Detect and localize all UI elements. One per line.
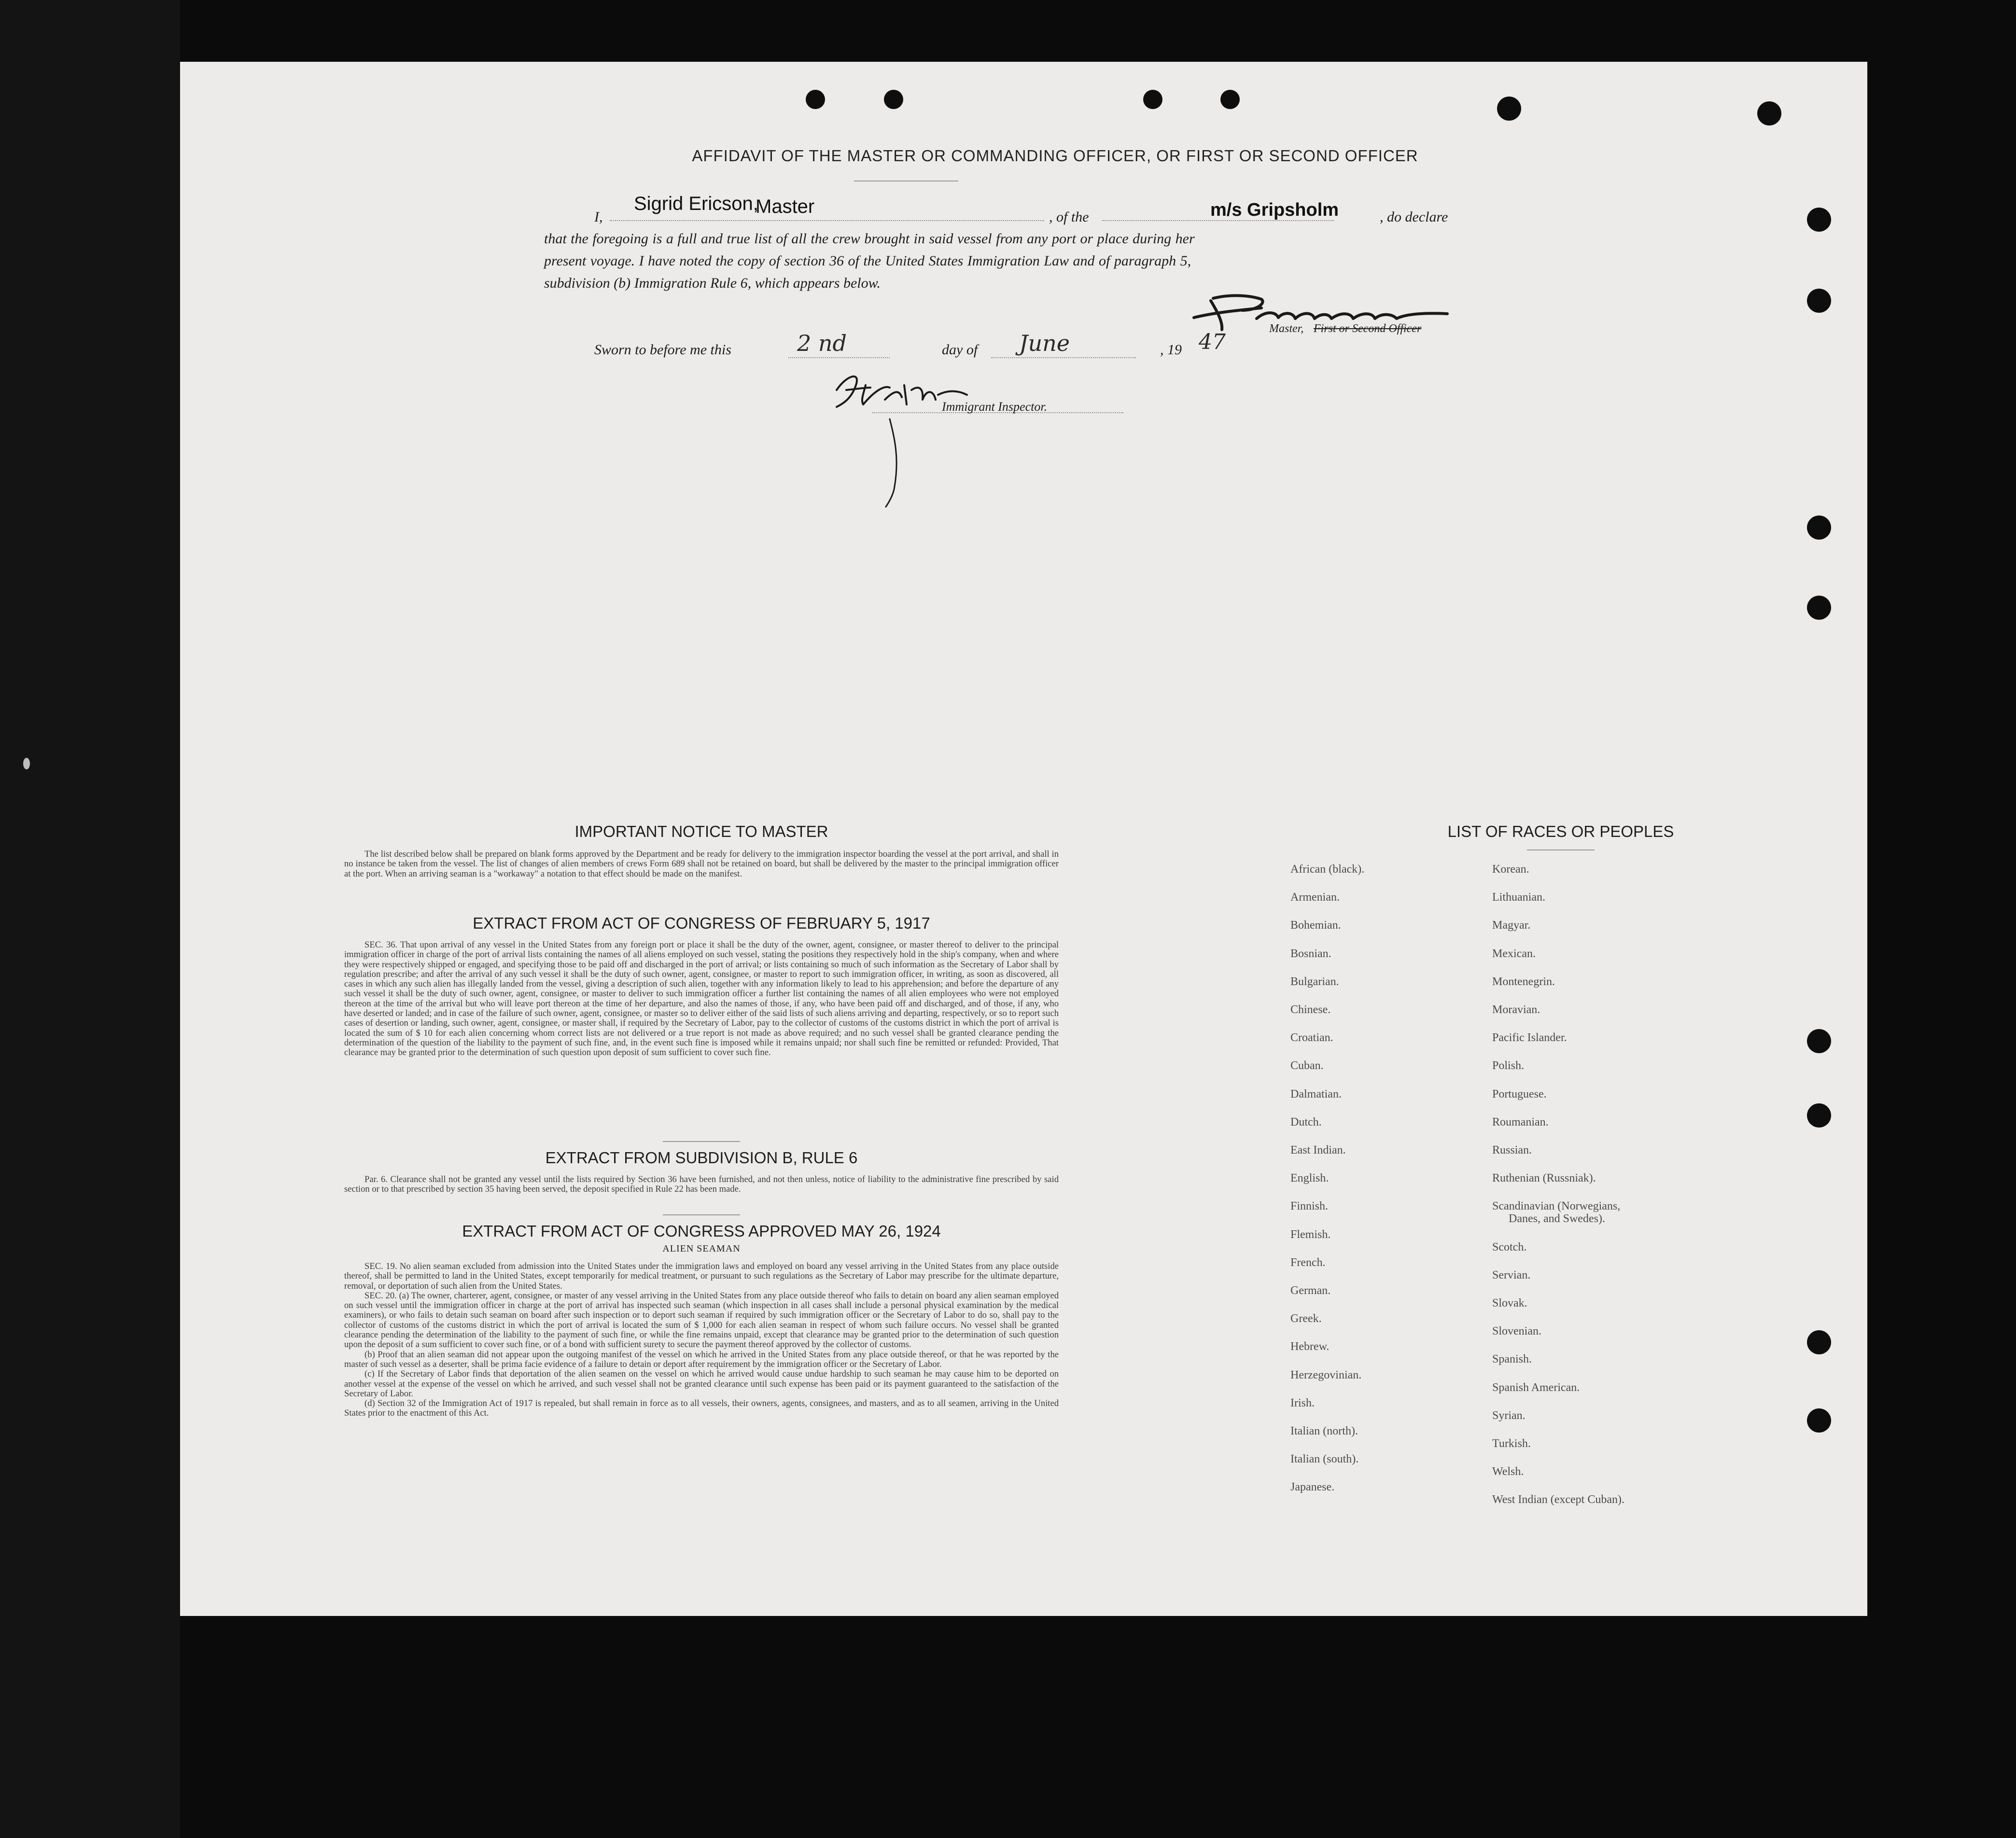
- race-item: Pacific Islander.: [1492, 1031, 1567, 1044]
- year-handwritten: 47: [1199, 330, 1226, 354]
- race-item: African (black).: [1290, 863, 1365, 876]
- name-underline: [610, 220, 1044, 221]
- extract-1924-paragraph: (d) Section 32 of the Immigration Act of 1917 is repealed, but shall remain in force as to all vessels, their owners, agents, consignees, and masters, and as to all seamen, arriving in the United States prior to the enactment of this Act.: [344, 1398, 1059, 1419]
- affidavit-line-4: subdivision (b) Immigration Rule 6, which appears below.: [544, 275, 881, 291]
- of-the-label: , of the: [1049, 209, 1089, 225]
- extract-1917-title: EXTRACT FROM ACT OF CONGRESS OF FEBRUARY 5, 1917: [473, 914, 930, 932]
- vessel-underline: [1102, 220, 1334, 221]
- film-border-left: [0, 0, 180, 1838]
- race-item: Russian.: [1492, 1144, 1532, 1156]
- race-item: Finnish.: [1290, 1200, 1329, 1213]
- race-item: Welsh.: [1492, 1465, 1524, 1478]
- races-title-rule: [1527, 849, 1595, 850]
- race-item: Syrian.: [1492, 1409, 1526, 1422]
- race-item: Irish.: [1290, 1396, 1315, 1409]
- punch-hole: [1807, 1029, 1831, 1053]
- race-item: Italian (south).: [1290, 1453, 1359, 1466]
- inspector-signature: [817, 361, 1010, 525]
- race-item: West Indian (except Cuban).: [1492, 1493, 1624, 1506]
- notice-paragraph: The list described below shall be prepared on blank forms approved by the Department and be ready for delivery to the immigration inspector boarding the vessel at the port arrival, and shall in no instance be taken from the vessel. The list of changes of alien members of crews Form 689 shall not be retained on board, but shall be delivered by the master to the principal immigration officer at the port. When an arriving seaman is a "workaway" a notation to that effect should be made on the manifest.: [344, 849, 1059, 879]
- race-item: Mexican.: [1492, 947, 1536, 960]
- affidavit-line-2: that the foregoing is a full and true list of all the crew brought in said vessel from any port or place during her: [544, 231, 1195, 247]
- race-item: Spanish.: [1492, 1353, 1532, 1366]
- punch-hole: [1757, 101, 1781, 125]
- extract-1924-paragraph: SEC. 20. (a) The owner, charterer, agent, consignee, or master of any vessel arriving in the United States from any place outside thereof who fails to detain on board any alien seaman employed on such vessel until the immigration officer in charge at the port of arrival has inspected such seaman (which inspection in all cases shall include a personal physical examination by the medical examiners), or who fails to detain such seaman on board after such inspection or to deport such seaman if required by such immigration officer or the Secretary of Labor to do so, shall pay to the collector of customs of the customs district in which the port of arrival is located the sum of $ 1,000 for each alien seaman in respect of whom such failure occurs. No vessel shall be granted clearance pending the determination of the liability to the payment of such fine, or while the fine remains unpaid, except that clearance may be granted prior to the determination of such question upon the deposit of a sum sufficient to cover such fine, or of a bond with sufficient surety to secure the payment thereof approved by the collector of customs.: [344, 1290, 1059, 1350]
- race-item: Danes, and Swedes).: [1509, 1212, 1605, 1225]
- race-item: Polish.: [1492, 1059, 1525, 1072]
- punch-hole: [806, 90, 825, 109]
- race-item: Greek.: [1290, 1312, 1322, 1325]
- master-title: Master: [756, 196, 815, 217]
- inspector-label: Immigrant Inspector.: [942, 400, 1048, 414]
- extract-1924-subtitle: ALIEN SEAMAN: [662, 1243, 741, 1254]
- race-item: Japanese.: [1290, 1481, 1335, 1494]
- race-item: German.: [1290, 1284, 1331, 1297]
- races-title: LIST OF RACES OR PEOPLES: [1447, 822, 1674, 840]
- race-item: Cuban.: [1290, 1059, 1324, 1072]
- race-item: Hebrew.: [1290, 1340, 1330, 1353]
- race-item: Roumanian.: [1492, 1115, 1549, 1128]
- punch-hole: [1220, 90, 1240, 109]
- extract-1924-paragraph: (b) Proof that an alien seaman did not appear upon the outgoing manifest of the vessel on which he arrived in the United States from any place outside thereof, or that he was reported by the master of such vessel as a deserter, shall be prima facie evidence of a failure to detain or deport after requirement by the immigration officer or the Secretary of Labor.: [344, 1349, 1059, 1369]
- race-item: Italian (north).: [1290, 1425, 1358, 1437]
- race-item: Scandinavian (Norwegians,: [1492, 1200, 1621, 1213]
- race-item: Dutch.: [1290, 1115, 1322, 1128]
- extract-1924-text: [344, 1262, 1059, 1561]
- sworn-day: 2 nd: [797, 330, 847, 356]
- sworn-label: Sworn to before me this: [594, 342, 731, 358]
- master-name: Sigrid Ericson,: [634, 193, 758, 214]
- race-item: Magyar.: [1492, 919, 1531, 932]
- section-rule: [663, 1141, 740, 1142]
- film-speck: [23, 758, 30, 769]
- race-item: Moravian.: [1492, 1003, 1540, 1016]
- day-of-label: day of: [942, 342, 978, 358]
- race-item: Scotch.: [1492, 1240, 1527, 1253]
- race-item: English.: [1290, 1172, 1329, 1185]
- race-item: Flemish.: [1290, 1228, 1331, 1241]
- race-item: Portuguese.: [1492, 1087, 1547, 1100]
- declare-label: , do declare: [1380, 209, 1448, 225]
- race-item: Spanish American.: [1492, 1381, 1580, 1394]
- race-item: Lithuanian.: [1492, 891, 1545, 904]
- section-rule: [663, 1214, 740, 1215]
- i-label: I,: [594, 209, 603, 225]
- race-item: Armenian.: [1290, 891, 1340, 904]
- notice-title: IMPORTANT NOTICE TO MASTER: [574, 822, 828, 840]
- race-item: Servian.: [1492, 1268, 1531, 1281]
- punch-hole: [1807, 289, 1831, 313]
- race-item: Croatian.: [1290, 1031, 1333, 1044]
- race-item: Slovak.: [1492, 1297, 1527, 1309]
- extract-1924-paragraph: SEC. 19. No alien seaman excluded from admission into the United States under the immigration laws and employed on board any vessel arriving in the United States from any place outside thereof, shall be permitted to land in the United States, except temporarily for medical treatment, or pursuant to such regulations as the Secretary of Labor may prescribe for the ultimate departure, removal, or deportation of such alien from the United States.: [344, 1262, 1059, 1291]
- race-item: Montenegrin.: [1492, 975, 1555, 988]
- race-item: Bulgarian.: [1290, 975, 1339, 988]
- subdivision-paragraph: Par. 6. Clearance shall not be granted any vessel until the lists required by Section 36 have been furnished, and not then unless, notice of liability to the administrative fine prescribed by said section or to that prescribed by section 35 having been served, the deposit specified in Rule 22 has been made.: [344, 1175, 1059, 1195]
- punch-hole: [1807, 1330, 1831, 1354]
- punch-hole: [1143, 90, 1162, 109]
- race-item: East Indian.: [1290, 1144, 1346, 1156]
- extract-1917-text: [344, 940, 1059, 1138]
- race-item: French.: [1290, 1256, 1326, 1269]
- affidavit-heading: AFFIDAVIT OF THE MASTER OR COMMANDING OFFICER, OR FIRST OR SECOND OFFICER: [692, 147, 1418, 165]
- month-underline: [991, 357, 1136, 358]
- extract-1924-paragraph: (c) If the Secretary of Labor finds that deportation of the alien seamen on the vessel on which he arrived would cause undue hardship to such seaman he may cause him to be deported on another vessel at the expense of the vessel on which he arrived, and such vessel shall not be granted clearance until such expense has been paid or its payment guaranteed to the satisfaction of the Secretary of Labor.: [344, 1369, 1059, 1399]
- race-item: Herzegovinian.: [1290, 1368, 1362, 1381]
- race-item: Chinese.: [1290, 1003, 1331, 1016]
- notice-text: [344, 849, 1059, 899]
- officer-master-label: Master,: [1269, 322, 1304, 335]
- race-item: Bosnian.: [1290, 947, 1331, 960]
- race-item: Turkish.: [1492, 1437, 1531, 1450]
- subdivision-title: EXTRACT FROM SUBDIVISION B, RULE 6: [545, 1149, 858, 1167]
- race-item: Dalmatian.: [1290, 1087, 1342, 1100]
- extract-1917-paragraph: SEC. 36. That upon arrival of any vessel in the United States from any foreign port or place it shall be the duty of the owner, agent, consignee, or master thereof to deliver to the principal immigration officer in charge of the port of arrival lists containing the names of all aliens employed on such vessel, stating the positions they respectively hold in the ship's company, when and where they were respectively shipped or engaged, and specifying those to be paid off and discharged in the port of arrival; or lists containing so much of such information as the Secretary of Labor shall by regulation prescribe; and after the arrival of any such vessel it shall be the duty of such owner, agent, consignee, or master to report to such immigration officer, in writing, as soon as discovered, all cases in which any such alien has illegally landed from the vessel, giving a description of such alien, together with any information likely to lead to his apprehension; and before the departure of any such vessel it shall be the duty of such owner, agent, consignee, or master to deliver to such immigration officer a further list containing the names of all alien employees who were not employed thereon at the time of the arrival but who will leave port thereon at the time of her departure, and also the names of those, if any, who have been paid off and discharged, and of those, if any, who have deserted or landed; and in case of the failure of such owner, agent, consignee, or master so to deliver either of the said lists of such aliens arriving and departing, respectively, or so to report such cases of desertion or landing, such owner, agent, consignee, or master shall, if required by the Secretary of Labor, pay to the collector of customs of the customs district in which the port of arrival is located the sum of $ 10 for each alien concerning whom correct lists are not delivered or a true report is not made as above required; and no such vessel shall be granted clearance pending the determination of the question of the liability to the payment of such fine, and, in the event such fine is imposed while it remains unpaid; nor shall such fine be remitted or refunded: Provided, That clearance may be granted prior to the determination of such question upon deposit of sum sufficient to cover such fine.: [344, 940, 1059, 1058]
- race-item: Slovenian.: [1492, 1325, 1541, 1338]
- punch-hole: [1807, 208, 1831, 232]
- subdivision-text: [344, 1175, 1059, 1205]
- officer-struck-label: First or Second Officer: [1314, 322, 1422, 335]
- punch-hole: [1807, 1408, 1831, 1433]
- punch-hole: [1807, 1103, 1831, 1128]
- day-underline: [788, 357, 890, 358]
- race-item: Ruthenian (Russniak).: [1492, 1172, 1596, 1185]
- month-handwritten: June: [1019, 330, 1070, 356]
- affidavit-line-3: present voyage. I have noted the copy of section 36 of the United States Immigration Law and of paragraph 5,: [544, 253, 1191, 269]
- race-item: Korean.: [1492, 863, 1529, 876]
- punch-hole: [884, 90, 903, 109]
- extract-1924-title: EXTRACT FROM ACT OF CONGRESS APPROVED MAY 26, 1924: [462, 1222, 941, 1240]
- punch-hole: [1497, 97, 1521, 121]
- year-prefix: , 19: [1160, 342, 1182, 358]
- vessel-name: m/s Gripsholm: [1210, 200, 1339, 220]
- race-item: Bohemian.: [1290, 919, 1341, 932]
- punch-hole: [1807, 596, 1831, 620]
- document-page: [180, 62, 1867, 1616]
- punch-hole: [1807, 515, 1831, 540]
